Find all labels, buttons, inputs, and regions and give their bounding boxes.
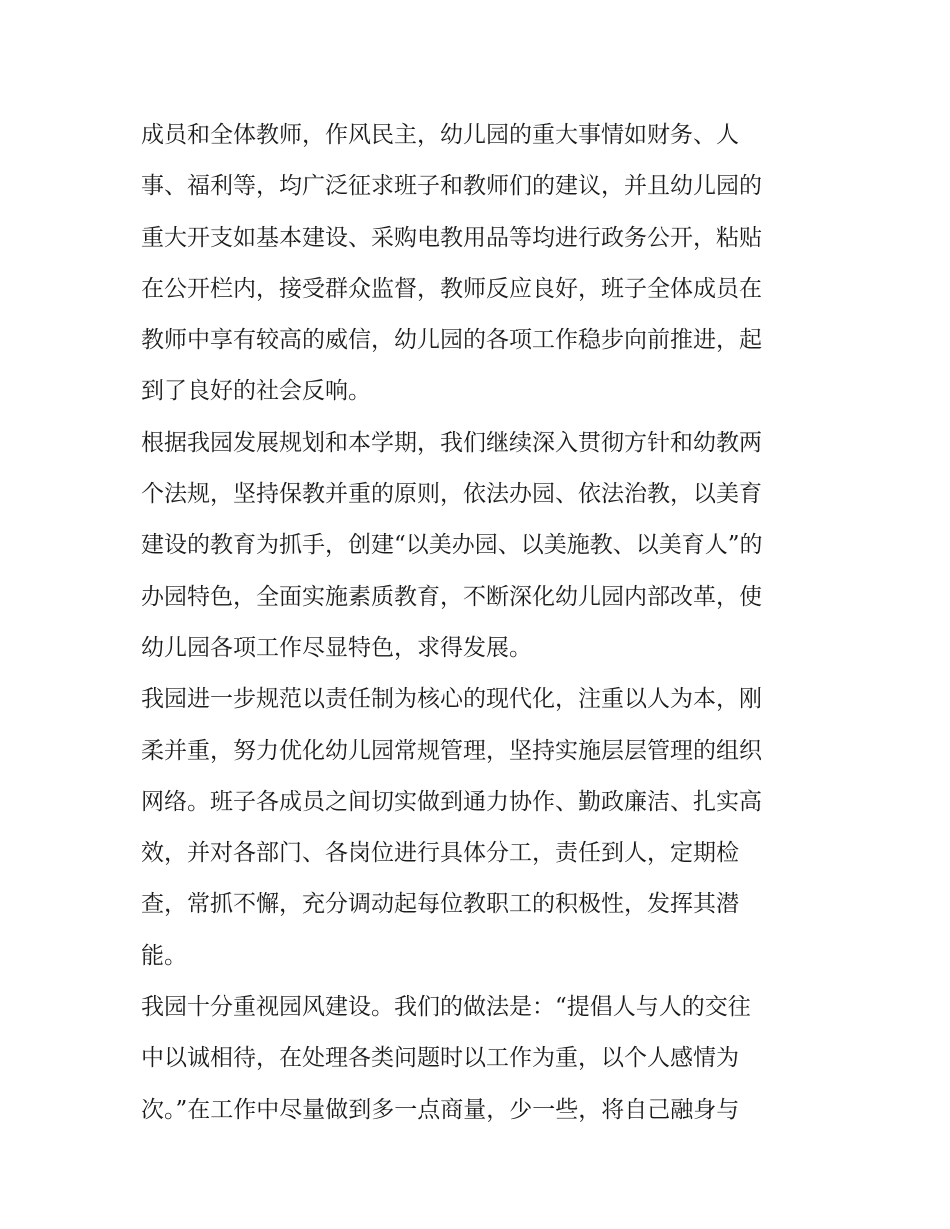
text-line: 成员和全体教师，作风民主，幼儿园的重大事情如财务、人 <box>141 122 739 148</box>
text-line: 事、福利等，均广泛征求班子和教师们的建议，并且幼儿园的 <box>141 173 762 200</box>
document-body <box>141 110 821 1136</box>
text-line: 网络。班子各成员之间切实做到通力协作、勤政廉洁、扎实高 <box>141 788 762 815</box>
text-line: 我园十分重视园风建设。我们的做法是：“提倡人与人的交往 <box>141 994 751 1021</box>
text-line: 根据我园发展规划和本学期，我们继续深入贯彻方针和幼教两 <box>141 429 762 456</box>
text-line: 我园进一步规范以责任制为核心的现代化，注重以人为本，刚 <box>141 686 762 713</box>
text-line: 能。 <box>141 942 187 969</box>
text-line: 建设的教育为抓手，创建“以美办园、以美施教、以美育人”的 <box>141 532 763 559</box>
paragraph-3 <box>141 674 821 982</box>
text-line: 柔并重，努力优化幼儿园常规管理，坚持实施层层管理的组织 <box>141 737 762 764</box>
text-line: 办园特色，全面实施素质教育，不断深化幼儿园内部改革，使 <box>141 583 762 610</box>
text-line: 次。”在工作中尽量做到多一点商量，少一些，将自己融身与 <box>141 1096 740 1123</box>
paragraph-4 <box>141 982 821 1136</box>
text-line: 中以诚相待，在处理各类问题时以工作为重，以个人感情为 <box>141 1045 739 1072</box>
text-line: 到了良好的社会反响。 <box>141 378 371 405</box>
text-line: 个法规，坚持保教并重的原则，依法办园、依法治教，以美育 <box>141 481 762 508</box>
text-line: 重大开支如基本建设、采购电教用品等均进行政务公开，粘贴 <box>141 224 762 251</box>
paragraph-2 <box>141 418 821 674</box>
text-line: 查，常抓不懈，充分调动起每位教职工的积极性，发挥其潜 <box>141 891 739 918</box>
text-line: 教师中享有较高的威信，幼儿园的各项工作稳步向前推进，起 <box>141 327 762 354</box>
text-line: 幼儿园各项工作尽显特色，求得发展。 <box>141 634 532 661</box>
text-line: 在公开栏内，接受群众监督，教师反应良好，班子全体成员在 <box>141 275 762 302</box>
text-line: 效，并对各部门、各岗位进行具体分工，责任到人，定期检 <box>141 840 739 867</box>
paragraph-1 <box>141 110 821 418</box>
